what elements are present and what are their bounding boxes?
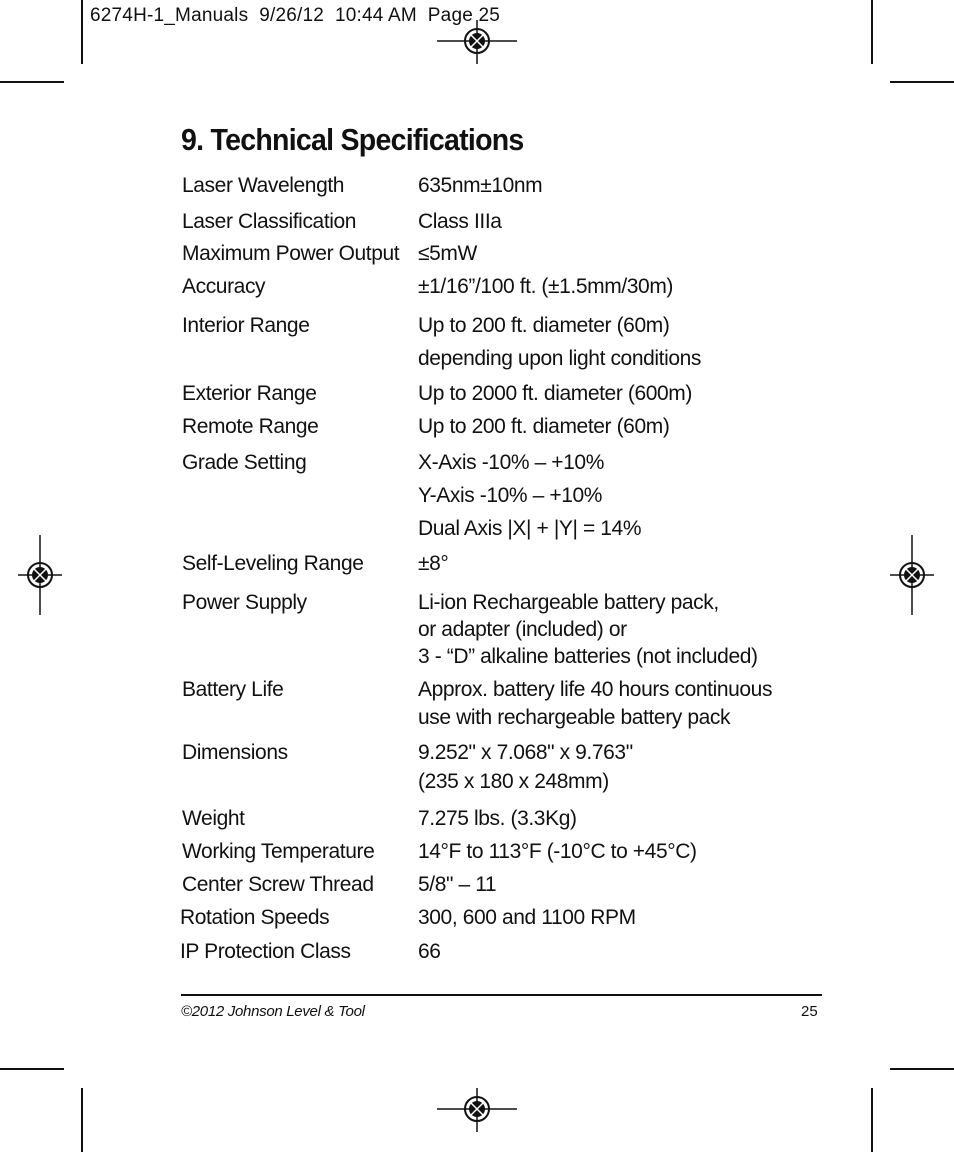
page-number: 25 [801, 1003, 818, 1020]
page-title: 9. Technical Specifications [181, 122, 524, 157]
spec-value: Up to 2000 ft. diameter (600m) [418, 382, 692, 405]
spec-value: depending upon light conditions [418, 347, 702, 370]
spec-value: use with rechargeable battery pack [418, 706, 731, 729]
spec-label: Dimensions [182, 741, 288, 764]
spec-value: ≤5mW [418, 242, 477, 265]
spec-value: Dual Axis |X| + |Y| = 14% [418, 517, 642, 540]
registration-mark-icon [437, 20, 517, 64]
spec-value: Y-Axis -10% – +10% [418, 484, 603, 507]
spec-value: X-Axis -10% – +10% [418, 451, 604, 474]
printer-slug: 6274H-1_Manuals 9/26/12 10:44 AM Page 25 [90, 5, 500, 26]
spec-value: 300, 600 and 1100 RPM [418, 906, 636, 929]
spec-value: (235 x 180 x 248mm) [418, 770, 609, 793]
spec-label: Grade Setting [182, 451, 307, 474]
registration-mark-icon [437, 1088, 517, 1132]
crop-mark-top-left-horizontal [0, 81, 64, 83]
spec-value: Class IIIa [418, 210, 502, 233]
spec-label: Accuracy [182, 275, 266, 298]
spec-label: Self-Leveling Range [182, 552, 364, 575]
spec-label: Center Screw Thread [182, 873, 374, 896]
crop-mark-top-right-horizontal [890, 81, 954, 83]
spec-value: ±1/16”/100 ft. (±1.5mm/30m) [418, 275, 674, 298]
footer-copyright: ©2012 Johnson Level & Tool [181, 1003, 365, 1020]
spec-value: Up to 200 ft. diameter (60m) [418, 415, 670, 438]
spec-value: 14°F to 113°F (-10°C to +45°C) [418, 840, 697, 863]
crop-mark-bottom-right-horizontal [890, 1068, 954, 1070]
registration-mark-icon [890, 535, 934, 615]
spec-label: Exterior Range [182, 382, 317, 405]
spec-value: Li-ion Rechargeable battery pack, [418, 591, 719, 614]
spec-value: ±8° [418, 552, 449, 575]
spec-value: 66 [418, 940, 441, 963]
spec-value: 7.275 lbs. (3.3Kg) [418, 807, 577, 830]
spec-value: Up to 200 ft. diameter (60m) [418, 314, 670, 337]
spec-label: Laser Wavelength [182, 174, 345, 197]
spec-value: 5/8" – 11 [418, 873, 497, 896]
spec-label: Maximum Power Output [182, 242, 400, 265]
spec-value: Approx. battery life 40 hours continuous [418, 678, 773, 701]
spec-label: IP Protection Class [180, 940, 351, 963]
crop-mark-bottom-left-horizontal [0, 1068, 64, 1070]
spec-value: or adapter (included) or [418, 618, 627, 641]
spec-label: Remote Range [182, 415, 319, 438]
spec-label: Interior Range [182, 314, 310, 337]
spec-value: 635nm±10nm [418, 174, 543, 197]
crop-mark-top-right-vertical [871, 0, 873, 64]
crop-mark-bottom-left-vertical [81, 1088, 83, 1152]
crop-mark-top-left-vertical [81, 0, 83, 64]
spec-label: Rotation Speeds [180, 906, 330, 929]
registration-mark-icon [18, 535, 62, 615]
spec-label: Working Temperature [182, 840, 375, 863]
spec-label: Laser Classification [182, 210, 357, 233]
spec-label: Battery Life [182, 678, 284, 701]
spec-label: Weight [182, 807, 245, 830]
spec-label: Power Supply [182, 591, 307, 614]
crop-mark-bottom-right-vertical [871, 1088, 873, 1152]
spec-value: 3 - “D” alkaline batteries (not included) [418, 645, 758, 668]
footer-divider [181, 994, 822, 996]
spec-value: 9.252" x 7.068" x 9.763" [418, 741, 633, 764]
